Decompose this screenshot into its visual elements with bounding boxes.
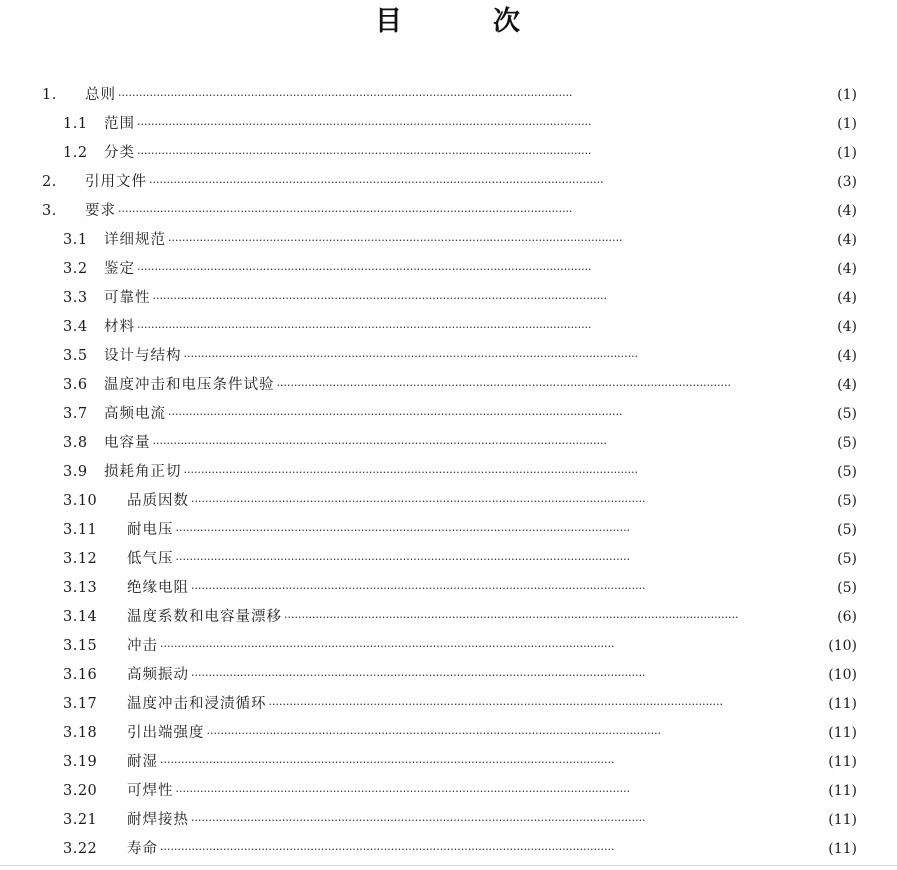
toc-entry bbox=[0, 545, 897, 574]
toc-entry-label: 温度冲击和电压条件试验 bbox=[104, 377, 275, 393]
toc-entry bbox=[0, 139, 897, 168]
toc-entry-label: 材料 bbox=[104, 319, 135, 335]
toc-entry-page: (5) bbox=[837, 435, 857, 451]
toc-dot-leader: ·································································································································· bbox=[137, 118, 592, 131]
toc-entry bbox=[0, 690, 897, 719]
toc-entry-number: 3.5 bbox=[63, 348, 88, 364]
toc-dot-leader: ·································································································································· bbox=[191, 814, 646, 827]
toc-entry-page: (5) bbox=[837, 580, 857, 596]
toc-entry bbox=[0, 516, 897, 545]
toc-entry bbox=[0, 719, 897, 748]
toc-entry-line bbox=[127, 487, 857, 516]
toc-entry-label: 范围 bbox=[104, 116, 135, 132]
toc-entry-number: 3.19 bbox=[63, 754, 98, 770]
toc-entry-page: (5) bbox=[837, 464, 857, 480]
toc-dot-leader: ·································································································································· bbox=[168, 408, 623, 421]
toc-dot-leader: ·································································································································· bbox=[175, 553, 631, 566]
toc-entry-page: (11) bbox=[828, 725, 857, 741]
toc-entry-page: (4) bbox=[837, 377, 857, 393]
toc-entry-line bbox=[127, 632, 857, 661]
toc-entry-page: (5) bbox=[837, 522, 857, 538]
toc-entry-label: 详细规范 bbox=[104, 232, 166, 248]
toc-entry bbox=[0, 110, 897, 139]
toc-entry-label: 可靠性 bbox=[104, 290, 151, 306]
toc-entry-label: 温度系数和电容量漂移 bbox=[127, 609, 282, 625]
toc-entry-number: 3.18 bbox=[63, 725, 98, 741]
toc-dot-leader: ·································································································································· bbox=[160, 640, 615, 653]
toc-entry-label: 要求 bbox=[85, 203, 116, 219]
toc-entry-page: (3) bbox=[837, 174, 857, 190]
toc-entry bbox=[0, 81, 897, 110]
toc-entry-page: (4) bbox=[837, 348, 857, 364]
toc-entry-line bbox=[127, 516, 857, 545]
toc-entry bbox=[0, 574, 897, 603]
toc-entry-line bbox=[104, 139, 857, 168]
toc-entry-label: 耐焊接热 bbox=[127, 812, 189, 828]
toc-dot-leader: ·································································································································· bbox=[191, 669, 646, 682]
toc-entry-number: 3.13 bbox=[63, 580, 98, 596]
toc-entry-page: (10) bbox=[828, 667, 857, 683]
toc-entry-label: 品质因数 bbox=[127, 493, 189, 509]
toc-entry-number: 1. bbox=[42, 87, 57, 103]
toc-entry-page: (4) bbox=[837, 203, 857, 219]
toc-entry-line bbox=[104, 255, 857, 284]
toc-entry bbox=[0, 661, 897, 690]
toc-entry bbox=[0, 429, 897, 458]
toc-dot-leader: ·································································································································· bbox=[118, 205, 573, 218]
toc-entry-label: 温度冲击和浸渍循环 bbox=[127, 696, 267, 712]
toc-entry-number: 3.21 bbox=[63, 812, 98, 828]
toc-entry-number: 3.17 bbox=[63, 696, 98, 712]
toc-entry-label: 引用文件 bbox=[85, 174, 147, 190]
toc-entry-page: (5) bbox=[837, 493, 857, 509]
toc-entry-page: (11) bbox=[828, 841, 857, 857]
toc-dot-leader: ·································································································································· bbox=[168, 234, 623, 247]
toc-entry-page: (11) bbox=[828, 754, 857, 770]
title-char-2: 次 bbox=[493, 6, 520, 37]
toc-entry-number: 3.14 bbox=[63, 609, 98, 625]
toc-dot-leader: ·································································································································· bbox=[160, 756, 615, 769]
toc-dot-leader: ·································································································································· bbox=[183, 350, 639, 363]
toc-entry-number: 3.1 bbox=[63, 232, 88, 248]
toc-dot-leader: ·································································································································· bbox=[118, 89, 573, 102]
toc-entry-line bbox=[104, 284, 857, 313]
toc-entry bbox=[0, 313, 897, 342]
toc-entry-line bbox=[104, 342, 857, 371]
toc-entry-line bbox=[127, 603, 857, 632]
toc-entry-line bbox=[127, 545, 857, 574]
toc-entry-number: 3.8 bbox=[63, 435, 88, 451]
toc-dot-leader: ·································································································································· bbox=[175, 785, 631, 798]
toc-entry-label: 可焊性 bbox=[127, 783, 174, 799]
bottom-divider bbox=[0, 865, 897, 866]
toc-entry-page: (5) bbox=[837, 406, 857, 422]
table-of-contents bbox=[0, 81, 897, 864]
toc-entry-number: 3.12 bbox=[63, 551, 98, 567]
toc-entry-label: 高频电流 bbox=[104, 406, 166, 422]
toc-entry bbox=[0, 632, 897, 661]
toc-dot-leader: ·································································································································· bbox=[149, 176, 604, 189]
toc-entry-number: 2. bbox=[42, 174, 57, 190]
toc-entry-line bbox=[127, 574, 857, 603]
toc-entry-label: 寿命 bbox=[127, 841, 158, 857]
toc-entry-number: 1.1 bbox=[63, 116, 88, 132]
toc-entry-line bbox=[85, 197, 857, 226]
toc-entry-label: 耐湿 bbox=[127, 754, 158, 770]
toc-dot-leader: ·································································································································· bbox=[191, 495, 646, 508]
toc-entry-number: 3.16 bbox=[63, 667, 98, 683]
toc-entry-number: 3.11 bbox=[63, 522, 98, 538]
toc-entry-label: 高频振动 bbox=[127, 667, 189, 683]
toc-entry-number: 3.3 bbox=[63, 290, 88, 306]
toc-entry bbox=[0, 748, 897, 777]
toc-entry-number: 3.4 bbox=[63, 319, 88, 335]
toc-entry-label: 电容量 bbox=[104, 435, 151, 451]
toc-entry bbox=[0, 458, 897, 487]
toc-dot-leader: ·································································································································· bbox=[137, 321, 592, 334]
toc-dot-leader: ·································································································································· bbox=[284, 611, 739, 624]
toc-entry bbox=[0, 400, 897, 429]
toc-entry bbox=[0, 255, 897, 284]
toc-entry-line bbox=[104, 313, 857, 342]
toc-entry-line bbox=[104, 226, 857, 255]
title-char-1: 目 bbox=[375, 6, 402, 37]
toc-entry-number: 3.20 bbox=[63, 783, 98, 799]
toc-entry-line bbox=[104, 110, 857, 139]
toc-dot-leader: ·································································································································· bbox=[137, 263, 592, 276]
toc-entry-page: (10) bbox=[828, 638, 857, 654]
toc-entry-number: 3. bbox=[42, 203, 57, 219]
toc-entry-line bbox=[104, 400, 857, 429]
toc-entry-line bbox=[127, 835, 857, 864]
toc-entry-label: 损耗角正切 bbox=[104, 464, 182, 480]
toc-entry bbox=[0, 603, 897, 632]
toc-entry-label: 设计与结构 bbox=[104, 348, 182, 364]
toc-entry bbox=[0, 487, 897, 516]
toc-entry bbox=[0, 777, 897, 806]
toc-entry-label: 绝缘电阻 bbox=[127, 580, 189, 596]
toc-dot-leader: ·································································································································· bbox=[183, 466, 639, 479]
toc-entry-page: (4) bbox=[837, 319, 857, 335]
toc-entry-label: 总则 bbox=[85, 87, 116, 103]
toc-entry-label: 低气压 bbox=[127, 551, 174, 567]
toc-entry-page: (11) bbox=[828, 783, 857, 799]
toc-entry-label: 分类 bbox=[104, 145, 135, 161]
toc-dot-leader: ·································································································································· bbox=[137, 147, 592, 160]
toc-entry-line bbox=[127, 806, 857, 835]
toc-entry-number: 3.7 bbox=[63, 406, 88, 422]
toc-entry-page: (6) bbox=[837, 609, 857, 625]
toc-dot-leader: ·································································································································· bbox=[206, 727, 662, 740]
toc-entry-label: 引出端强度 bbox=[127, 725, 205, 741]
toc-entry-page: (1) bbox=[837, 87, 857, 103]
toc-entry-number: 3.22 bbox=[63, 841, 98, 857]
toc-entry bbox=[0, 284, 897, 313]
toc-entry-page: (1) bbox=[837, 145, 857, 161]
toc-entry bbox=[0, 835, 897, 864]
toc-entry bbox=[0, 371, 897, 400]
toc-entry-number: 3.9 bbox=[63, 464, 88, 480]
toc-dot-leader: ·································································································································· bbox=[175, 524, 631, 537]
toc-entry-line bbox=[127, 748, 857, 777]
toc-entry-line bbox=[104, 371, 857, 400]
toc-dot-leader: ·································································································································· bbox=[152, 292, 608, 305]
toc-entry-label: 冲击 bbox=[127, 638, 158, 654]
toc-entry-page: (5) bbox=[837, 551, 857, 567]
toc-entry-line bbox=[127, 690, 857, 719]
toc-entry-line bbox=[104, 458, 857, 487]
toc-dot-leader: ·································································································································· bbox=[268, 698, 724, 711]
toc-entry bbox=[0, 806, 897, 835]
toc-entry-page: (11) bbox=[828, 812, 857, 828]
toc-entry-line bbox=[127, 777, 857, 806]
toc-entry-number: 3.2 bbox=[63, 261, 88, 277]
toc-entry-number: 3.15 bbox=[63, 638, 98, 654]
toc-entry-line bbox=[104, 429, 857, 458]
toc-entry-line bbox=[85, 168, 857, 197]
toc-entry-page: (4) bbox=[837, 232, 857, 248]
toc-dot-leader: ·································································································································· bbox=[276, 379, 732, 392]
toc-dot-leader: ·································································································································· bbox=[152, 437, 608, 450]
toc-entry-number: 1.2 bbox=[63, 145, 88, 161]
toc-entry-page: (11) bbox=[828, 696, 857, 712]
toc-entry-number: 3.10 bbox=[63, 493, 98, 509]
toc-entry-line bbox=[85, 81, 857, 110]
toc-entry-line bbox=[127, 661, 857, 690]
toc-entry bbox=[0, 342, 897, 371]
toc-dot-leader: ·································································································································· bbox=[191, 582, 646, 595]
page-title bbox=[0, 2, 897, 42]
toc-entry bbox=[0, 226, 897, 255]
toc-entry-label: 耐电压 bbox=[127, 522, 174, 538]
toc-entry bbox=[0, 197, 897, 226]
toc-entry-line bbox=[127, 719, 857, 748]
toc-entry-number: 3.6 bbox=[63, 377, 88, 393]
toc-entry-label: 鉴定 bbox=[104, 261, 135, 277]
toc-entry-page: (1) bbox=[837, 116, 857, 132]
toc-entry-page: (4) bbox=[837, 290, 857, 306]
toc-dot-leader: ·································································································································· bbox=[160, 843, 615, 856]
toc-entry-page: (4) bbox=[837, 261, 857, 277]
toc-entry bbox=[0, 168, 897, 197]
